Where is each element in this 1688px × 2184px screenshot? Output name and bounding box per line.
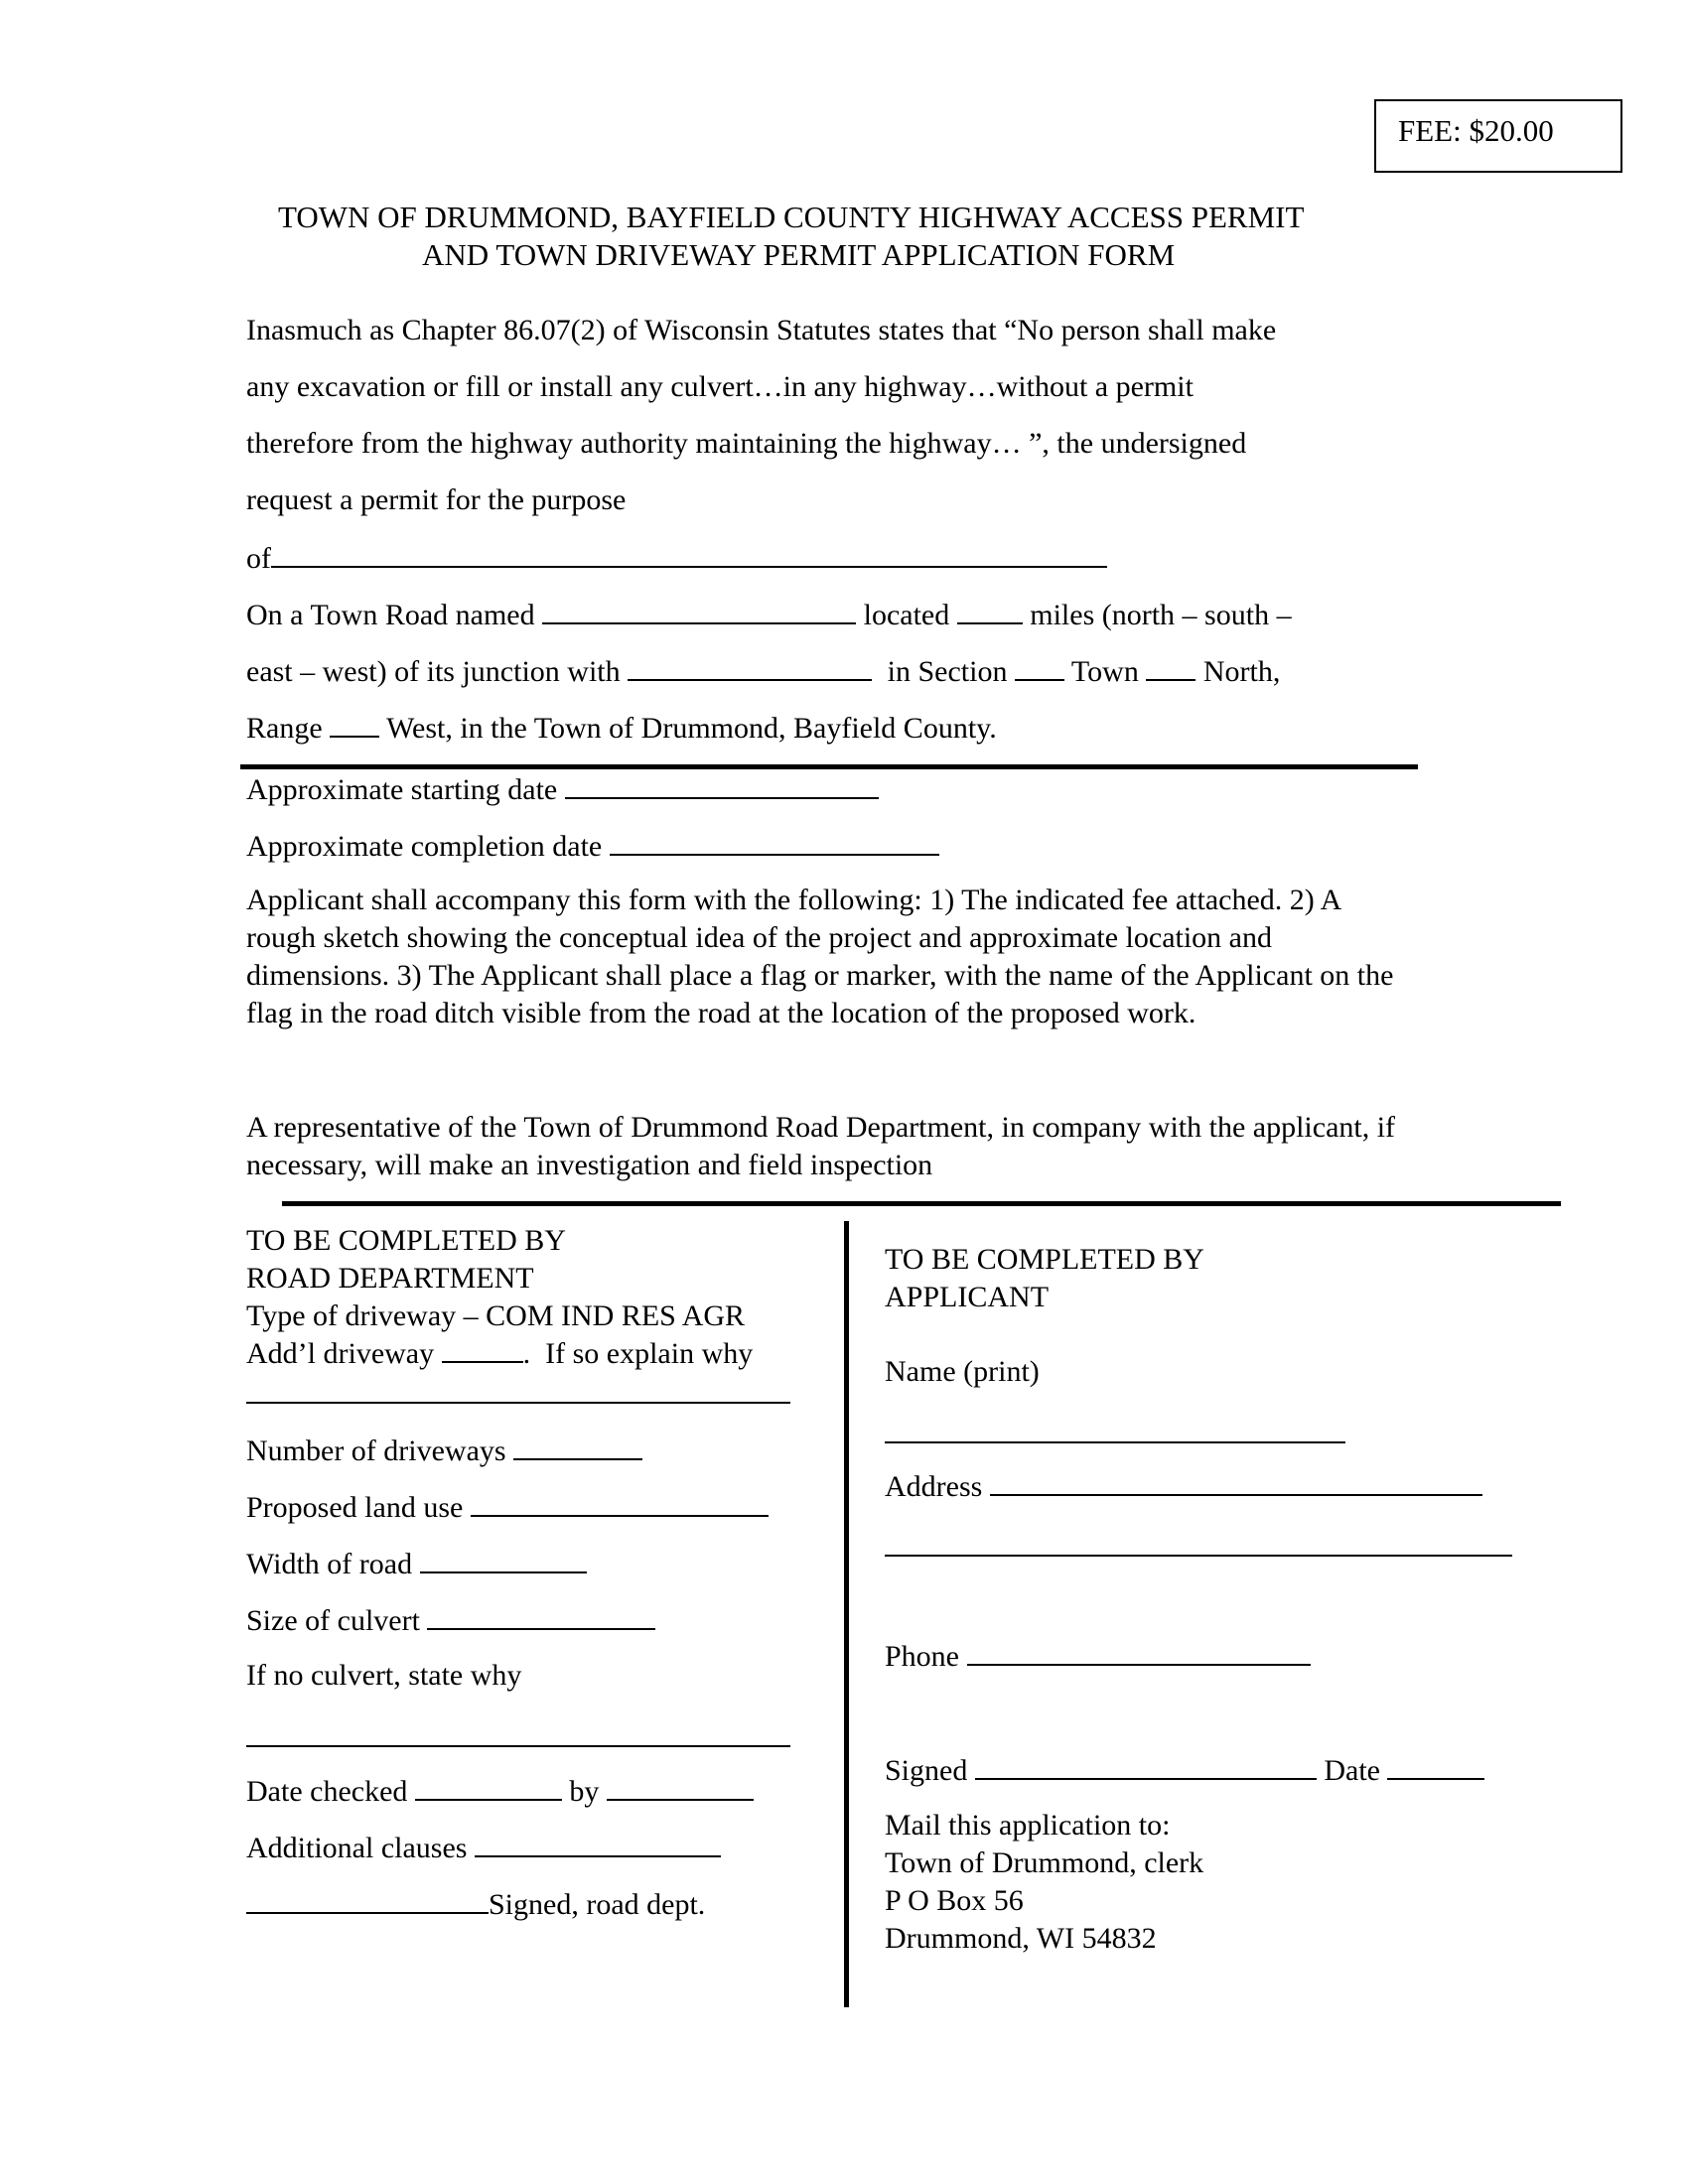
number-driveways-label: Number of driveways (246, 1434, 506, 1467)
applicant-signature-field[interactable] (975, 1754, 1317, 1780)
miles-field[interactable] (957, 599, 1023, 624)
start-date-label: Approximate starting date (246, 773, 558, 806)
fee-box (1374, 99, 1622, 173)
applicant-date-label: Date (1324, 1754, 1380, 1787)
mailing-address (885, 1807, 1203, 1958)
column-divider (844, 1221, 849, 2007)
purpose-row (246, 542, 1107, 574)
applicant-date-field[interactable] (1387, 1754, 1484, 1780)
town-field[interactable] (1146, 655, 1196, 681)
located-label: located (863, 599, 950, 631)
town-label: Town (1070, 655, 1139, 688)
applicant-signature-row (885, 1754, 1484, 1786)
purpose-label: of (246, 542, 271, 575)
road-named-label: On a Town Road named (246, 599, 535, 631)
road-dept-heading-line1: TO BE COMPLETED BY (246, 1224, 566, 1257)
number-driveways-row (246, 1434, 642, 1466)
addl-driveway-field[interactable] (442, 1337, 523, 1363)
road-name-field[interactable] (542, 599, 856, 624)
west-label: West, in the Town of Drummond, Bayfield County. (386, 712, 997, 745)
requirements-text: Applicant shall accompany this form with the following: 1) The indicated fee attached. 2) A rough sketch showing the conceptual idea of the project and approximate location and dimensions. 3) The Applicant shall place a flag or marker, with the name of the Applicant on the flag in the road ditch visible from the road at the location of the proposed work. (246, 884, 1394, 1029)
start-date-field[interactable] (565, 773, 879, 799)
road-dept-signature-row (246, 1888, 705, 1920)
junction-label: east – west) of its junction with (246, 655, 621, 688)
land-use-label: Proposed land use (246, 1491, 464, 1524)
intro-line1: Inasmuch as Chapter 86.07(2) of Wisconsin Statutes states that “No person shall make (246, 314, 1277, 346)
completion-date-field[interactable] (610, 830, 939, 856)
name-label: Name (print) (885, 1355, 1040, 1388)
range-label: Range (246, 712, 323, 745)
section-divider-1 (240, 764, 1418, 769)
road-width-row (246, 1548, 587, 1579)
phone-label: Phone (885, 1640, 959, 1673)
address-field-1[interactable] (990, 1470, 1482, 1496)
completion-date-row (246, 830, 939, 862)
address-label: Address (885, 1470, 983, 1503)
road-dept-heading (246, 1222, 753, 1373)
addl-driveway-label: Add’l driveway (246, 1337, 435, 1370)
mail-line1: Mail this application to: (885, 1809, 1171, 1842)
date-checked-label: Date checked (246, 1775, 408, 1808)
driveway-type-label: Type of driveway – COM IND RES AGR (246, 1299, 746, 1332)
applicant-heading (885, 1241, 1204, 1316)
inspection-text: A representative of the Town of Drummond Road Department, in company with the applicant, if necessary, will make an investigation and field inspection (246, 1111, 1396, 1181)
section-label: in Section (887, 655, 1008, 688)
range-field[interactable] (330, 712, 379, 738)
start-date-row (246, 773, 879, 805)
intro-line3: therefore from the highway authority maintaining the highway… ”, the undersigned (246, 427, 1247, 460)
phone-row (885, 1640, 1311, 1672)
intro-line2: any excavation or fill or install any culvert…in any highway…without a permit (246, 370, 1194, 403)
no-culvert-label: If no culvert, state why (246, 1659, 522, 1692)
completion-date-label: Approximate completion date (246, 830, 603, 863)
land-use-row (246, 1491, 769, 1523)
applicant-signed-label: Signed (885, 1754, 968, 1787)
culvert-size-field[interactable] (427, 1604, 655, 1630)
address-row (885, 1470, 1482, 1502)
clauses-field[interactable] (475, 1832, 721, 1857)
applicant-heading-line1: TO BE COMPLETED BY (885, 1243, 1204, 1276)
mail-line4: Drummond, WI 54832 (885, 1922, 1157, 1955)
road-width-label: Width of road (246, 1548, 413, 1580)
miles-label: miles (north – south – (1030, 599, 1292, 631)
phone-field[interactable] (967, 1640, 1311, 1666)
culvert-size-label: Size of culvert (246, 1604, 420, 1637)
date-checked-row (246, 1775, 754, 1807)
range-row (246, 712, 997, 744)
checked-by-label: by (569, 1775, 600, 1808)
form-title-line2: AND TOWN DRIVEWAY PERMIT APPLICATION FORM (422, 237, 1176, 272)
road-dept-signed-label: Signed, road dept. (489, 1888, 706, 1921)
section-divider-2 (282, 1201, 1561, 1206)
no-culvert-field[interactable] (246, 1745, 790, 1747)
junction-row (246, 655, 1280, 687)
fee-label: FEE: $20.00 (1398, 113, 1554, 148)
mail-line2: Town of Drummond, clerk (885, 1846, 1204, 1879)
north-label: North, (1202, 655, 1281, 688)
number-driveways-field[interactable] (513, 1434, 642, 1460)
road-width-field[interactable] (420, 1548, 587, 1573)
land-use-field[interactable] (471, 1491, 769, 1517)
explain-field[interactable] (246, 1402, 790, 1404)
explain-label: If so explain why (545, 1337, 754, 1370)
name-field[interactable] (885, 1441, 1345, 1443)
junction-field[interactable] (628, 655, 872, 681)
form-title-line1: TOWN OF DRUMMOND, BAYFIELD COUNTY HIGHWAY ACCESS PERMIT (278, 200, 1305, 234)
addl-driveway-row: Add’l driveway . If so explain why (246, 1337, 754, 1370)
address-field-2[interactable] (885, 1555, 1512, 1557)
date-checked-field[interactable] (415, 1775, 562, 1801)
checked-by-field[interactable] (607, 1775, 754, 1801)
clauses-row (246, 1832, 721, 1863)
road-dept-signature-field[interactable] (246, 1888, 489, 1914)
road-dept-heading-line2: ROAD DEPARTMENT (246, 1262, 534, 1295)
intro-line4: request a permit for the purpose (246, 483, 627, 516)
culvert-size-row (246, 1604, 655, 1636)
applicant-heading-line2: APPLICANT (885, 1281, 1050, 1313)
section-field[interactable] (1015, 655, 1064, 681)
purpose-field[interactable] (271, 542, 1107, 568)
mail-line3: P O Box 56 (885, 1884, 1024, 1917)
road-row (246, 599, 1292, 630)
clauses-label: Additional clauses (246, 1832, 468, 1864)
